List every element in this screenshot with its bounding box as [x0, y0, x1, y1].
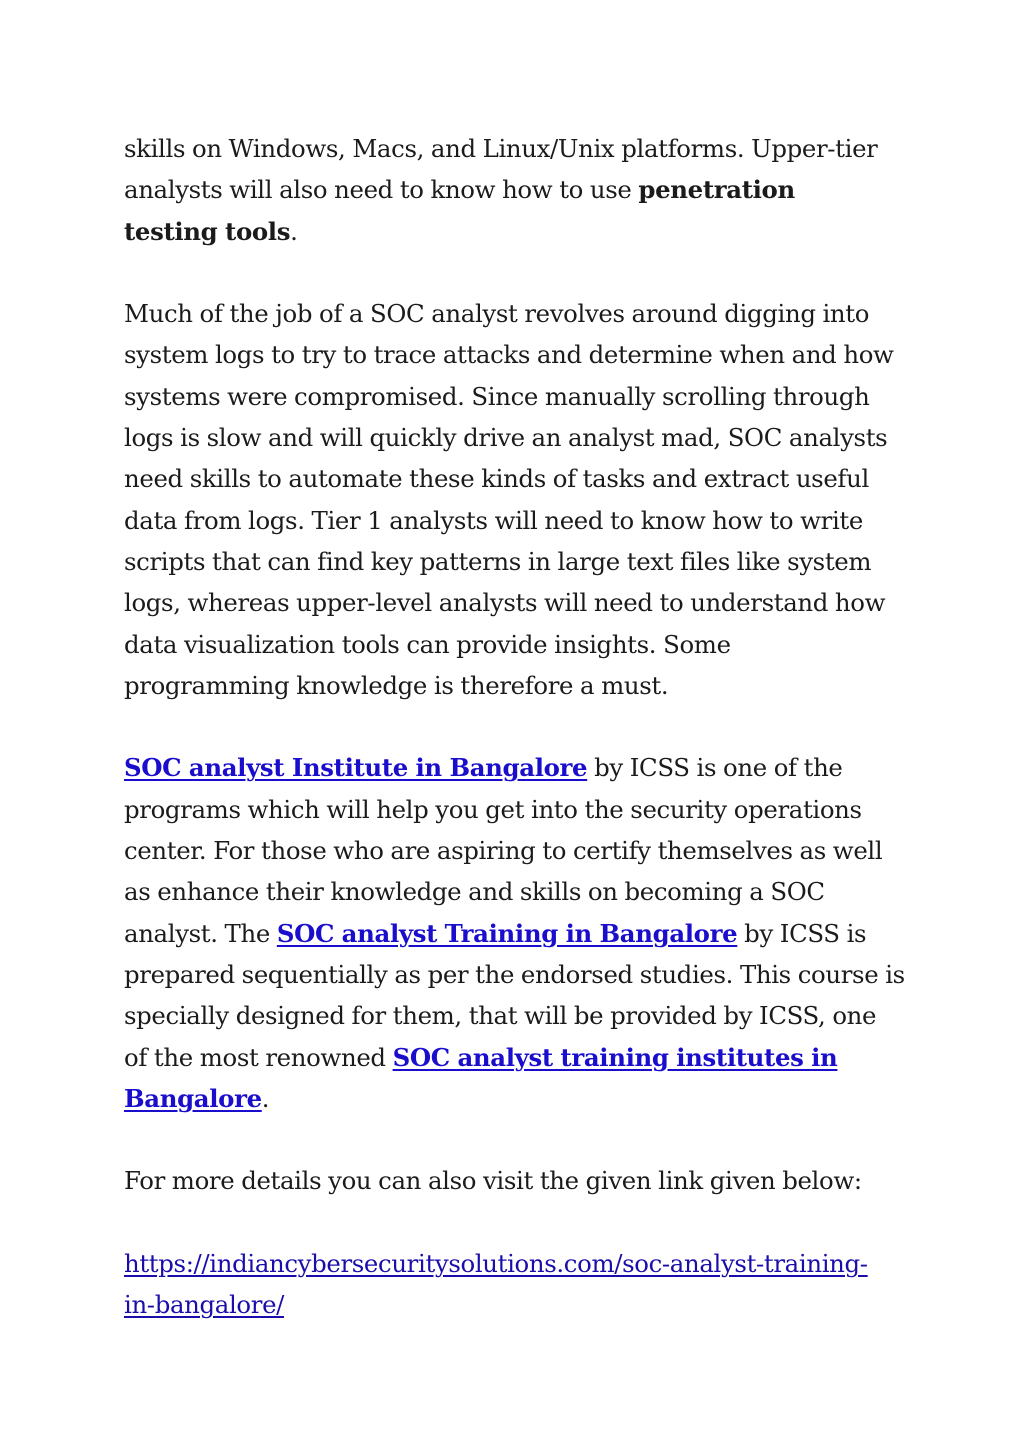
- text-line: [124, 1284, 914, 1325]
- text-span: analysts will also need to know how to use: [124, 175, 639, 205]
- text-span: by ICSS is one of the: [587, 753, 843, 783]
- text-line: logs is slow and will quickly drive an analyst mad, SOC analysts: [124, 423, 888, 453]
- text-line: prepared sequentially as per the endorsed studies. This course is: [124, 959, 905, 989]
- text-span: by ICSS is: [737, 918, 867, 948]
- soc-training-institutes-link-cont[interactable]: Bangalore: [124, 1083, 262, 1113]
- soc-training-institutes-link[interactable]: SOC analyst training institutes in: [392, 1042, 838, 1072]
- course-url-link-cont[interactable]: in-bangalore/: [124, 1290, 285, 1320]
- text-line: data visualization tools can provide insights. Some: [124, 629, 731, 659]
- text-span: .: [290, 216, 298, 246]
- text-line: as enhance their knowledge and skills on becoming a SOC: [124, 877, 825, 907]
- text-span: .: [261, 1083, 270, 1113]
- text-line: specially designed for them, that will be provided by ICSS, one: [124, 1001, 877, 1031]
- text-line: programs which will help you get into the security operations: [124, 794, 862, 824]
- text-line: data from logs. Tier 1 analysts will need to know how to write: [124, 505, 863, 535]
- paragraph-more-details: [124, 1160, 914, 1201]
- paragraph-url: [124, 1243, 914, 1326]
- text-line: [124, 1037, 914, 1078]
- soc-institute-link[interactable]: SOC analyst Institute in Bangalore: [124, 753, 588, 783]
- paragraph-logs: [124, 293, 914, 706]
- text-line: scripts that can find key patterns in large text files like system: [124, 546, 872, 576]
- text-line: [124, 913, 914, 954]
- bold-term: testing tools: [124, 216, 291, 246]
- paragraph-institute: [124, 747, 914, 1119]
- text-line: [124, 1078, 914, 1119]
- text-line: [124, 211, 914, 252]
- text-line: logs, whereas upper-level analysts will need to understand how: [124, 588, 886, 618]
- document-page: [124, 128, 914, 1367]
- text-line: [124, 169, 914, 210]
- text-line: system logs to try to trace attacks and determine when and how: [124, 340, 894, 370]
- text-line: systems were compromised. Since manually scrolling through: [124, 381, 870, 411]
- bold-term: penetration: [638, 175, 795, 205]
- text-line: Much of the job of a SOC analyst revolves around digging into: [124, 299, 870, 329]
- text-line: [124, 747, 914, 788]
- text-span: skills on Windows, Macs, and Linux/Unix platforms. Upper-tier: [124, 134, 878, 163]
- text-span: analyst. The: [124, 918, 277, 948]
- text-line: For more details you can also visit the given link given below:: [124, 1166, 862, 1196]
- text-line: need skills to automate these kinds of tasks and extract useful: [124, 464, 869, 494]
- course-url-link[interactable]: https://indiancybersecuritysolutions.com/soc-analyst-training-: [124, 1249, 868, 1279]
- soc-training-link[interactable]: SOC analyst Training in Bangalore: [276, 918, 738, 948]
- text-line: [124, 128, 914, 169]
- text-line: [124, 1243, 914, 1284]
- paragraph-skills: [124, 128, 914, 252]
- text-line: programming knowledge is therefore a must.: [124, 670, 669, 700]
- text-span: of the most renowned: [124, 1042, 393, 1072]
- text-line: center. For those who are aspiring to certify themselves as well: [124, 836, 883, 866]
